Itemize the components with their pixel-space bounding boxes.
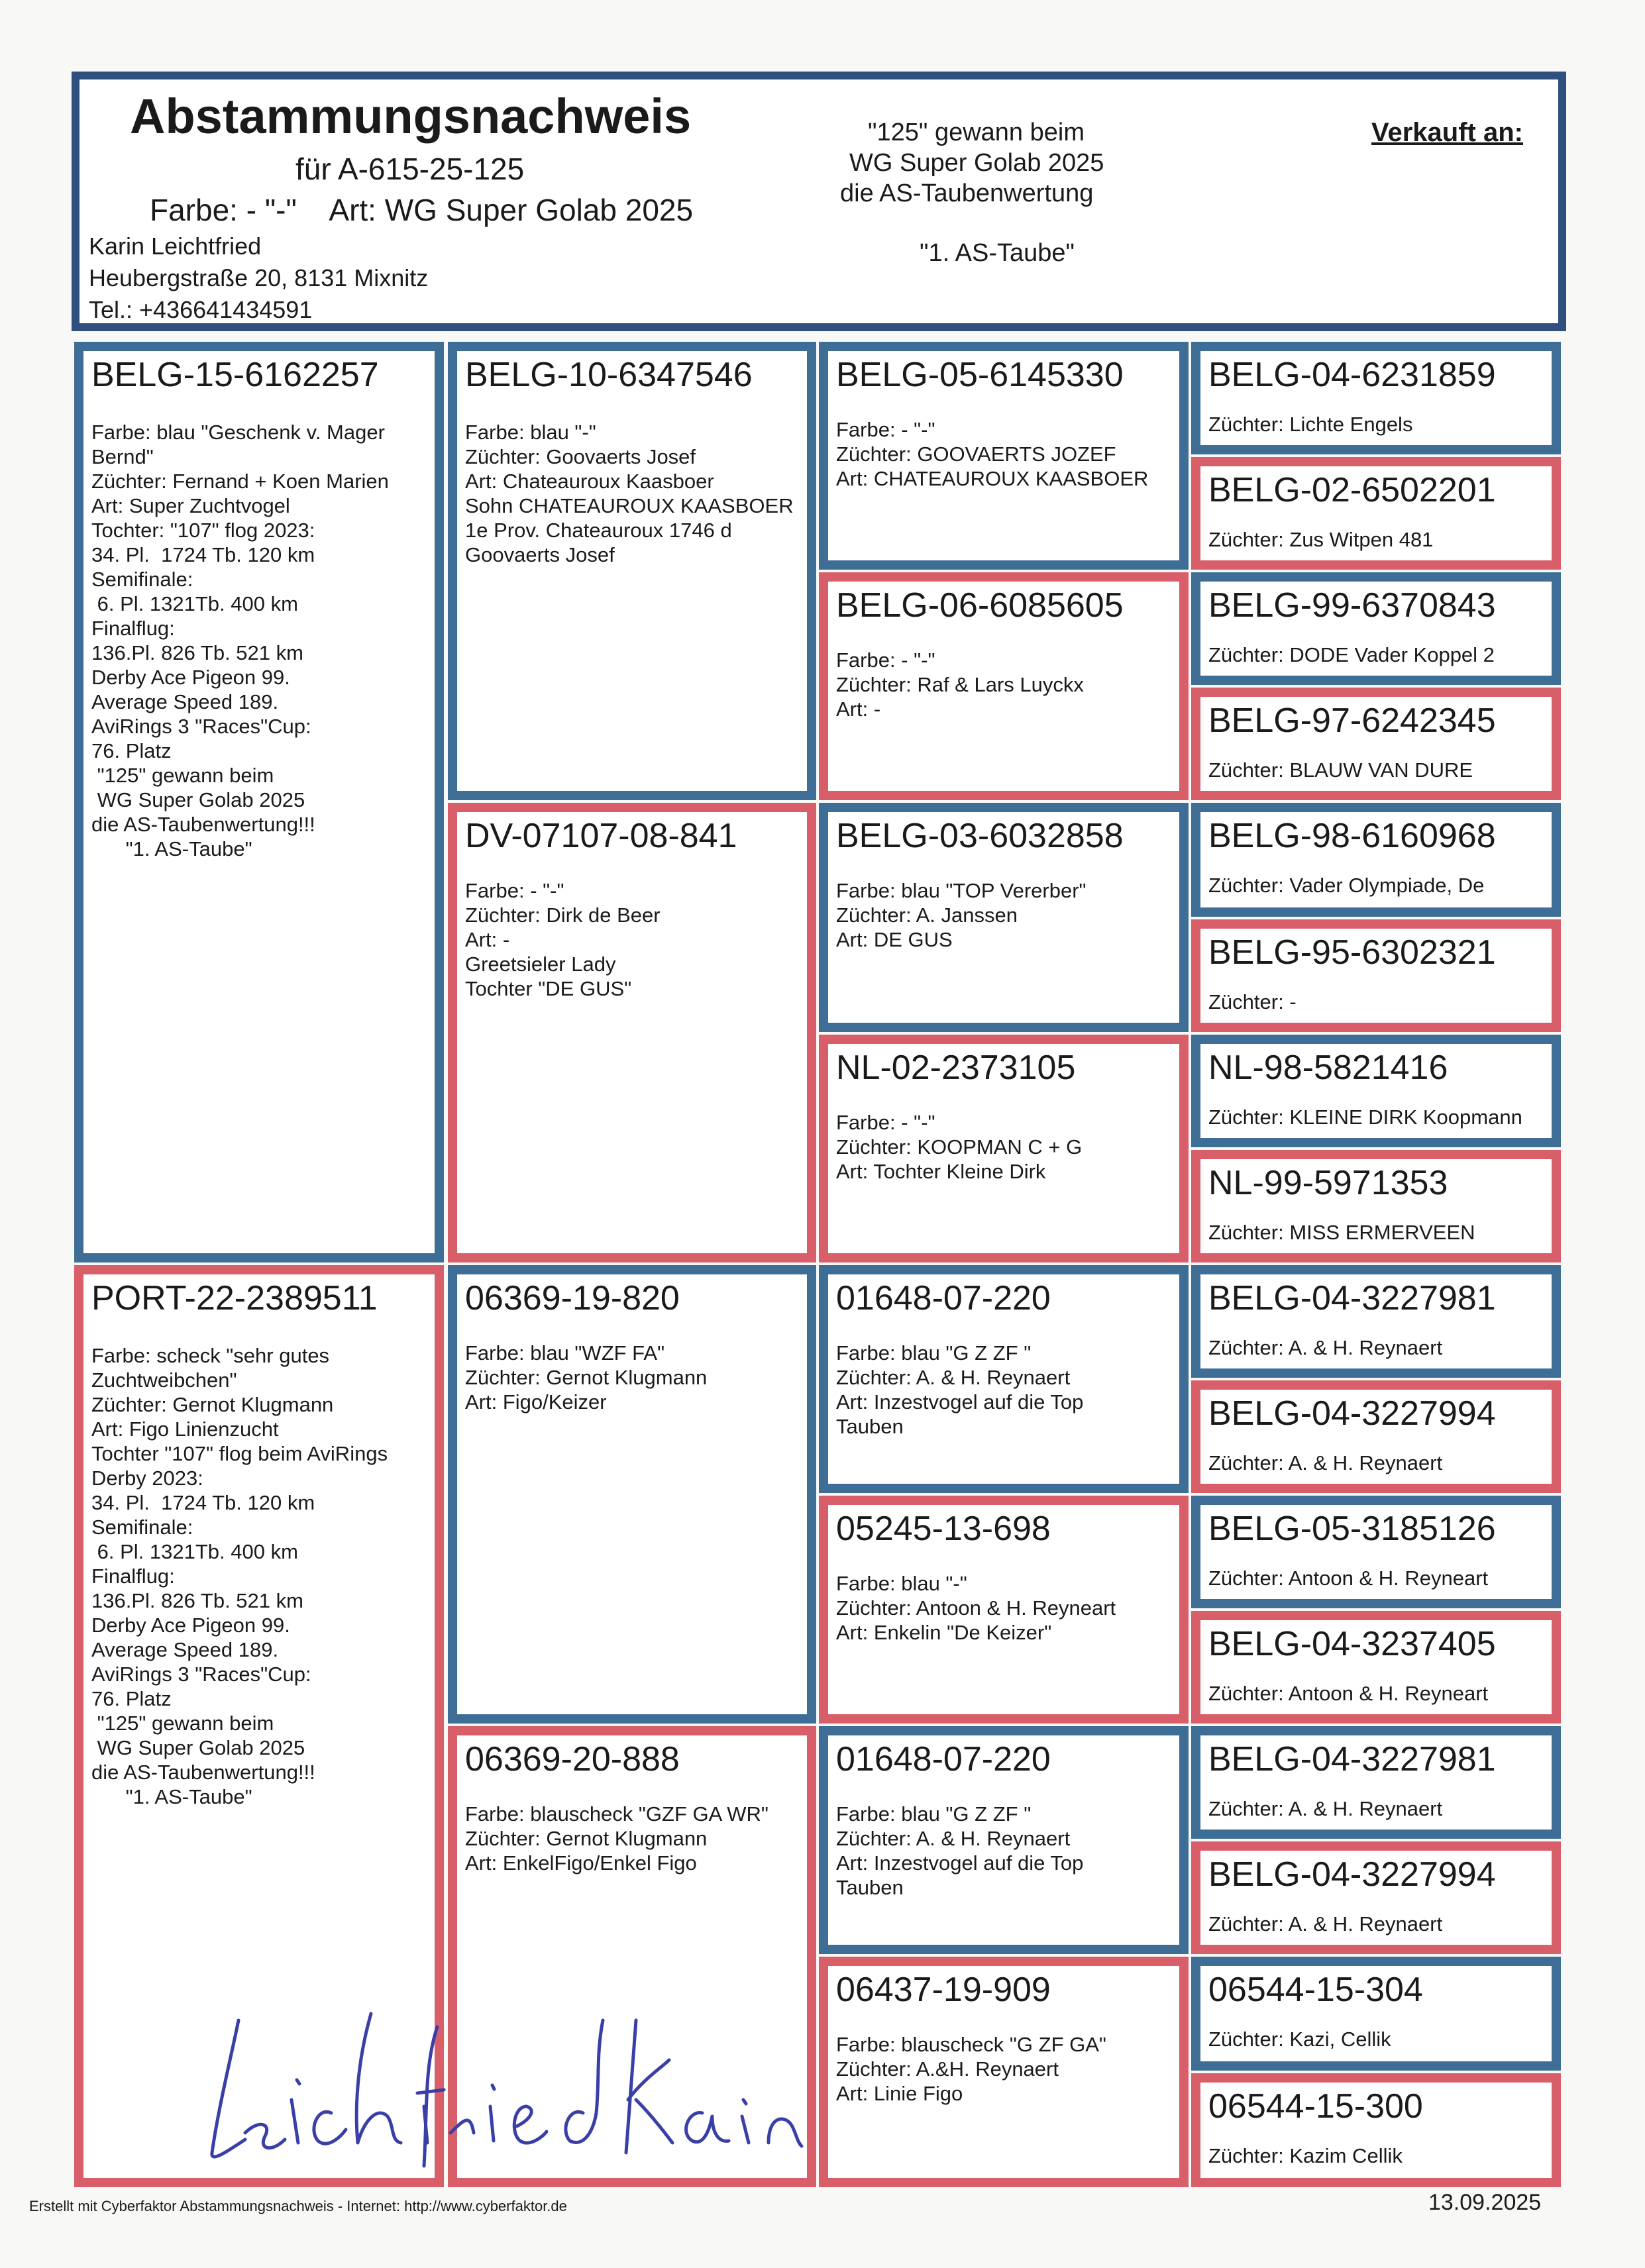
gen3-box-1 xyxy=(819,342,1189,570)
win-line-4: "1. AS-Taube" xyxy=(920,239,1075,267)
gen4-box-6 xyxy=(1191,919,1561,1032)
gen4-box-12 xyxy=(1191,1611,1561,1724)
gen4-breeder-7: Züchter: KLEINE DIRK Koopmann xyxy=(1208,1106,1522,1129)
gen4-breeder-13: Züchter: A. & H. Reynaert xyxy=(1208,1797,1443,1820)
gen3-box-6 xyxy=(819,1496,1189,1724)
sire-box xyxy=(74,342,444,1263)
gen2-details-1: Farbe: blau "-" Züchter: Goovaerts Josef Art: Chateauroux Kaasboer Sohn CHATEAUROUX KAASBOER 1e Prov. Chateauroux 1746 d Goovaerts Josef xyxy=(465,421,794,566)
page-title: Abstammungsnachweis xyxy=(130,89,692,144)
gen3-box-2 xyxy=(819,572,1189,800)
gen3-box-7 xyxy=(819,1726,1189,1954)
win-line-1: "125" gewann beim xyxy=(868,119,1085,146)
gen3-id-2: BELG-06-6085605 xyxy=(836,586,1124,625)
gen4-breeder-4: Züchter: BLAUW VAN DURE xyxy=(1208,758,1473,782)
verkauft-an: Verkauft an: xyxy=(1371,118,1523,147)
gen4-box-11 xyxy=(1191,1496,1561,1608)
gen4-breeder-3: Züchter: DODE Vader Koppel 2 xyxy=(1208,643,1495,666)
gen4-box-4 xyxy=(1191,688,1561,800)
win-line-2: WG Super Golab 2025 xyxy=(849,149,1104,177)
gen2-details-2: Farbe: - "-" Züchter: Dirk de Beer Art: - Greetsieler Lady Tochter "DE GUS" xyxy=(465,879,661,1000)
gen4-breeder-12: Züchter: Antoon & H. Reyneart xyxy=(1208,1682,1489,1705)
gen4-id-1: BELG-04-6231859 xyxy=(1208,356,1496,394)
gen4-id-7: NL-98-5821416 xyxy=(1208,1049,1448,1087)
gen4-breeder-8: Züchter: MISS ERMERVEEN xyxy=(1208,1221,1475,1244)
gen4-breeder-2: Züchter: Zus Witpen 481 xyxy=(1208,528,1434,551)
gen4-id-11: BELG-05-3185126 xyxy=(1208,1510,1496,1548)
signature xyxy=(199,2000,822,2173)
gen4-box-16 xyxy=(1191,2073,1561,2187)
gen4-id-5: BELG-98-6160968 xyxy=(1208,817,1496,855)
gen4-breeder-5: Züchter: Vader Olympiade, De xyxy=(1208,874,1485,897)
gen4-id-10: BELG-04-3227994 xyxy=(1208,1394,1496,1433)
gen3-details-4: Farbe: - "-" Züchter: KOOPMAN C + G Art: Tochter Kleine Dirk xyxy=(836,1111,1083,1183)
gen4-id-6: BELG-95-6302321 xyxy=(1208,933,1496,972)
gen2-details-4: Farbe: blauscheck "GZF GA WR" Züchter: Gernot Klugmann Art: EnkelFigo/Enkel Figo xyxy=(465,1802,769,1875)
gen3-id-3: BELG-03-6032858 xyxy=(836,817,1124,855)
footer-date: 13.09.2025 xyxy=(1428,2190,1542,2215)
gen4-breeder-11: Züchter: Antoon & H. Reyneart xyxy=(1208,1567,1489,1590)
dam-id: PORT-22-2389511 xyxy=(91,1279,378,1317)
gen4-id-2: BELG-02-6502201 xyxy=(1208,471,1496,509)
gen4-box-3 xyxy=(1191,572,1561,685)
gen4-id-14: BELG-04-3227994 xyxy=(1208,1855,1496,1894)
gen4-id-3: BELG-99-6370843 xyxy=(1208,586,1496,625)
owner-address: Heubergstraße 20, 8131 Mixnitz xyxy=(89,264,429,291)
header-box xyxy=(72,72,1566,331)
gen4-breeder-15: Züchter: Kazi, Cellik xyxy=(1208,2028,1391,2051)
gen3-details-2: Farbe: - "-" Züchter: Raf & Lars Luyckx Art: - xyxy=(836,648,1084,721)
gen3-box-4 xyxy=(819,1035,1189,1263)
footer-credit: Erstellt mit Cyberfaktor Abstammungsnachweis - Internet: http://www.cyberfaktor.de xyxy=(29,2198,567,2214)
gen2-details-3: Farbe: blau "WZF FA" Züchter: Gernot Klugmann Art: Figo/Keizer xyxy=(465,1341,708,1414)
gen4-box-5 xyxy=(1191,803,1561,917)
gen3-details-7: Farbe: blau "G Z ZF " Züchter: A. & H. Reynaert Art: Inzestvogel auf die Top Tauben xyxy=(836,1802,1084,1899)
gen2-id-2: DV-07107-08-841 xyxy=(465,817,737,855)
gen4-box-14 xyxy=(1191,1841,1561,1954)
sire-id: BELG-15-6162257 xyxy=(91,356,379,394)
gen4-box-8 xyxy=(1191,1150,1561,1263)
gen2-box-2 xyxy=(448,803,816,1263)
owner-name: Karin Leichtfried xyxy=(89,232,262,260)
ring-number: für A-615-25-125 xyxy=(295,152,525,186)
gen4-breeder-14: Züchter: A. & H. Reynaert xyxy=(1208,1912,1443,1935)
gen2-id-3: 06369-19-820 xyxy=(465,1279,680,1317)
gen4-id-15: 06544-15-304 xyxy=(1208,1971,1423,2009)
win-line-3: die AS-Taubenwertung xyxy=(840,180,1094,207)
gen4-id-4: BELG-97-6242345 xyxy=(1208,701,1496,740)
gen3-details-1: Farbe: - "-" Züchter: GOOVAERTS JOZEF Art: CHATEAUROUX KAASBOER xyxy=(836,418,1149,490)
dam-details: Farbe: scheck "sehr gutes Zuchtweibchen" Züchter: Gernot Klugmann Art: Figo Linienzucht Tochter "107" flog beim AviRings Derby 2023: 34. Pl. 1724 Tb. 120 km Semifinale: 6. Pl. 1321Tb. 400 km Finalflug: 136.Pl. 826 Tb. 521 km Derby Ace Pigeon 99. Average Speed 189. AviRings 3 "Races"Cup: 76. Platz "125" gewann beim WG Super Golab 2025 die AS-Taubenwertung!!! "1. AS-Taube" xyxy=(91,1344,388,1808)
gen2-id-1: BELG-10-6347546 xyxy=(465,356,753,394)
gen4-breeder-16: Züchter: Kazim Cellik xyxy=(1208,2144,1403,2167)
gen3-details-6: Farbe: blau "-" Züchter: Antoon & H. Reyneart Art: Enkelin "De Keizer" xyxy=(836,1572,1116,1644)
gen4-box-9 xyxy=(1191,1265,1561,1378)
gen4-box-7 xyxy=(1191,1035,1561,1147)
gen4-box-15 xyxy=(1191,1957,1561,2071)
gen4-box-2 xyxy=(1191,457,1561,570)
gen4-box-1 xyxy=(1191,342,1561,454)
gen4-breeder-6: Züchter: - xyxy=(1208,990,1297,1013)
gen3-id-7: 01648-07-220 xyxy=(836,1740,1051,1778)
gen4-id-12: BELG-04-3237405 xyxy=(1208,1625,1496,1663)
gen3-details-8: Farbe: blauscheck "G ZF GA" Züchter: A.&H. Reynaert Art: Linie Figo xyxy=(836,2033,1106,2105)
gen4-id-13: BELG-04-3227981 xyxy=(1208,1740,1496,1778)
gen2-id-4: 06369-20-888 xyxy=(465,1740,680,1778)
owner-phone: Tel.: +436641434591 xyxy=(89,296,313,323)
gen3-id-6: 05245-13-698 xyxy=(836,1510,1051,1548)
gen4-id-16: 06544-15-300 xyxy=(1208,2087,1423,2126)
gen3-id-1: BELG-05-6145330 xyxy=(836,356,1124,394)
gen3-details-3: Farbe: blau "TOP Vererber" Züchter: A. Janssen Art: DE GUS xyxy=(836,879,1087,951)
gen4-breeder-10: Züchter: A. & H. Reynaert xyxy=(1208,1451,1443,1474)
gen4-id-9: BELG-04-3227981 xyxy=(1208,1279,1496,1317)
sire-details: Farbe: blau "Geschenk v. Mager Bernd" Züchter: Fernand + Koen Marien Art: Super Zuchtvogel Tochter: "107" flog 2023: 34. Pl. 1724 Tb. 120 km Semifinale: 6. Pl. 1321Tb. 400 km Finalflug: 136.Pl. 826 Tb. 521 km Derby Ace Pigeon 99. Average Speed 189. AviRings 3 "Races"Cup: 76. Platz "125" gewann beim WG Super Golab 2025 die AS-Taubenwertung!!! "1. AS-Taube" xyxy=(91,421,389,860)
gen3-id-8: 06437-19-909 xyxy=(836,1971,1051,2009)
gen3-details-5: Farbe: blau "G Z ZF " Züchter: A. & H. Reynaert Art: Inzestvogel auf die Top Tauben xyxy=(836,1341,1084,1438)
gen3-id-4: NL-02-2373105 xyxy=(836,1049,1076,1087)
gen2-box-1 xyxy=(448,342,816,800)
gen3-box-8 xyxy=(819,1957,1189,2187)
gen4-box-13 xyxy=(1191,1726,1561,1839)
gen4-breeder-1: Züchter: Lichte Engels xyxy=(1208,413,1413,436)
gen4-box-10 xyxy=(1191,1380,1561,1493)
gen3-id-5: 01648-07-220 xyxy=(836,1279,1051,1317)
gen2-box-3 xyxy=(448,1265,816,1724)
gen3-box-3 xyxy=(819,803,1189,1032)
gen4-id-8: NL-99-5971353 xyxy=(1208,1164,1448,1202)
gen4-breeder-9: Züchter: A. & H. Reynaert xyxy=(1208,1336,1443,1359)
gen3-box-5 xyxy=(819,1265,1189,1493)
header-farbe-art: Farbe: - "-" Art: WG Super Golab 2025 xyxy=(150,193,694,227)
